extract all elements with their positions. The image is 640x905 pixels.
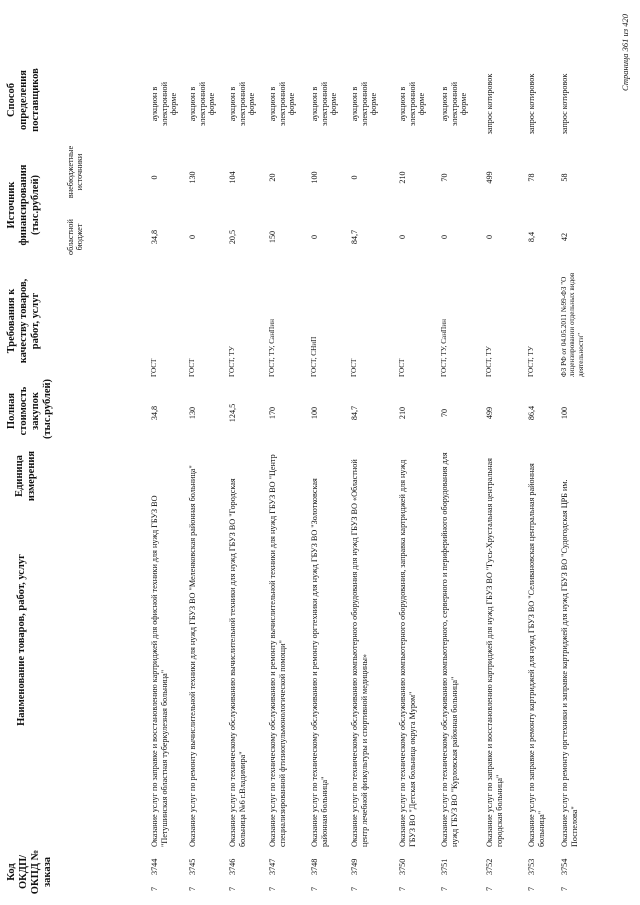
row-price: 100 — [560, 406, 569, 420]
row-external: 210 — [398, 171, 407, 184]
row-method: запрос котировок — [560, 73, 569, 135]
header-unit: Единица измерения — [14, 450, 38, 502]
row-regional: 42 — [560, 232, 569, 242]
page-number: Страница 361 из 420 — [619, 14, 630, 91]
row-code: 7 — [310, 886, 319, 891]
row-method: запрос котировок — [527, 73, 536, 135]
row-price: 210 — [398, 406, 407, 420]
row-external: 0 — [350, 175, 359, 180]
row-method: аукцион в электронной форме — [268, 81, 297, 127]
row-number: 3744 — [150, 858, 159, 875]
row-code: 7 — [268, 886, 277, 891]
header-name: Наименование товаров, работ, услуг — [16, 554, 27, 726]
row-method: аукцион в электронной форме — [188, 81, 217, 127]
row-code: 7 — [150, 886, 159, 891]
row-name: Оказание услуг по заправке и восстановлению картриджей для нужд ГБУЗ ВО "Гусь-Хрустальная центральная городская больница" — [485, 458, 504, 847]
row-price: 124,5 — [228, 403, 237, 423]
row-name: Оказание услуг по техническому обслуживанию и ремонту вычислительной техники для нужд ГБУЗ ВО "Центр специализированной фтизиопульмонологической помощи" — [268, 454, 287, 847]
row-requirements: ГОСТ, ТУ — [228, 346, 236, 377]
row-requirements: ГОСТ, ТУ, СанПин — [268, 319, 276, 377]
row-requirements: ГОСТ — [188, 358, 196, 377]
row-requirements: ГОСТ, ТУ — [485, 346, 493, 377]
row-code: 7 — [350, 886, 359, 891]
row-requirements: ГОСТ, ТУ — [527, 346, 535, 377]
row-requirements: ГОСТ — [350, 358, 358, 377]
header-code: Код ОКДП/ ОКПД № заказа — [6, 849, 54, 895]
row-price: 84,7 — [350, 405, 359, 421]
row-code: 7 — [228, 886, 237, 891]
row-code: 7 — [398, 886, 407, 891]
row-external: 104 — [228, 171, 237, 184]
row-price: 499 — [485, 406, 494, 420]
row-external: 58 — [560, 173, 569, 182]
row-price: 70 — [440, 408, 449, 418]
header-price: Полная стоимость закупок (тыс.рублей) — [6, 378, 54, 439]
row-price: 86,4 — [527, 405, 536, 421]
row-price: 170 — [268, 406, 277, 420]
row-external: 20 — [268, 173, 277, 182]
row-number: 3745 — [188, 858, 197, 875]
row-method: аукцион в электронной форме — [440, 81, 469, 127]
row-regional: 20,5 — [228, 229, 237, 245]
row-number: 3746 — [228, 858, 237, 875]
row-external: 70 — [440, 173, 449, 182]
row-regional: 34,8 — [150, 229, 159, 245]
header-method: Способ определения поставщиков — [6, 68, 42, 132]
row-number: 3751 — [440, 858, 449, 875]
row-number: 3749 — [350, 858, 359, 875]
row-name: Оказание услуг по ремонту оргтехники и заправке картриджей для нужд ГБУЗ ВО "Судогодская ЦРБ им. Поспелова" — [560, 479, 579, 847]
row-number: 3747 — [268, 858, 277, 875]
row-name: Оказание услуг по техническому обслуживанию и ремонту оргтехники для нужд ГБУЗ ВО "Золотковская районная больница" — [310, 478, 329, 847]
row-code: 7 — [485, 886, 494, 891]
row-price: 100 — [310, 406, 319, 420]
row-name: Оказание услуг по заправке и восстановлению картриджей для офисной техники для нужд ГБУЗ ВО "Петушинская областная туберкулезная больница" — [150, 495, 169, 847]
row-regional: 0 — [440, 234, 449, 240]
header-source-external: внебюджетные источники — [66, 145, 85, 199]
row-name: Оказание услуг по техническому обслуживанию компьютерного оборудования, заправка картриджей для нужд ГБУЗ ВО "Детская больница округа Муром" — [398, 459, 417, 847]
row-method: аукцион в электронной форме — [398, 81, 427, 127]
row-requirements: ГОСТ, СНиП — [310, 336, 318, 377]
row-number: 3748 — [310, 858, 319, 875]
row-regional: 8,4 — [527, 231, 536, 243]
header-requirements: Требования к качеству товаров, работ, услуг — [6, 278, 42, 364]
row-regional: 0 — [398, 234, 407, 240]
row-method: аукцион в электронной форме — [350, 81, 379, 127]
row-method: аукцион в электронной форме — [310, 81, 339, 127]
row-requirements: ГОСТ — [398, 358, 406, 377]
row-external: 0 — [150, 175, 159, 180]
row-requirements: ГОСТ, ТУ, СанПин — [440, 319, 448, 377]
row-requirements: ГОСТ — [150, 358, 158, 377]
row-price: 34,8 — [150, 405, 159, 421]
row-name: Оказание услуг по техническому обслуживанию вычислительной техники для нужд ГБУЗ ВО "Городская больница №6 г.Владимира" — [228, 478, 247, 847]
row-method: аукцион в электронной форме — [150, 81, 179, 127]
row-external: 499 — [485, 171, 494, 184]
row-name: Оказание услуг по техническому обслуживанию компьютерного, серверного и периферийного оборудования для нужд ГБУЗ ВО "Курловская районная больница" — [440, 452, 459, 847]
row-price: 130 — [188, 406, 197, 420]
header-source-regional: областной бюджет — [66, 219, 85, 255]
row-number: 3750 — [398, 858, 407, 875]
row-name: Оказание услуг по ремонту вычислительной техники для нужд ГБУЗ ВО "Меленковская районная больница" — [188, 465, 197, 847]
row-regional: 150 — [268, 230, 277, 244]
row-name: Оказание услуг по заправке и ремонту картриджей для нужд ГБУЗ ВО "Селивановская центральная районная больница" — [527, 463, 546, 847]
row-method: аукцион в электронной форме — [228, 81, 257, 127]
row-code: 7 — [188, 886, 197, 891]
row-number: 3752 — [485, 858, 494, 875]
row-number: 3753 — [527, 858, 536, 875]
row-number: 3754 — [560, 858, 569, 875]
row-regional: 84,7 — [350, 229, 359, 245]
row-method: запрос котировок — [485, 73, 494, 135]
row-code: 7 — [560, 886, 569, 891]
row-regional: 0 — [188, 234, 197, 240]
row-requirements: ФЗ РФ от 04.05.2011 №99-ФЗ "О лицензировании отдельных видов деятельности" — [560, 272, 585, 377]
row-external: 130 — [188, 171, 197, 184]
row-external: 100 — [310, 171, 319, 184]
row-code: 7 — [527, 886, 536, 891]
row-code: 7 — [440, 886, 449, 891]
row-external: 78 — [527, 173, 536, 182]
row-regional: 0 — [485, 234, 494, 240]
row-name: Оказание услуг по техническому обслуживанию компьютерного оборудования для нужд ГБУЗ ВО «Областной центр лечебной физкультуры и спортивной медицины» — [350, 459, 369, 847]
header-source: Источник финансирования (тыс.рублей) — [6, 164, 42, 246]
row-regional: 0 — [310, 234, 319, 240]
